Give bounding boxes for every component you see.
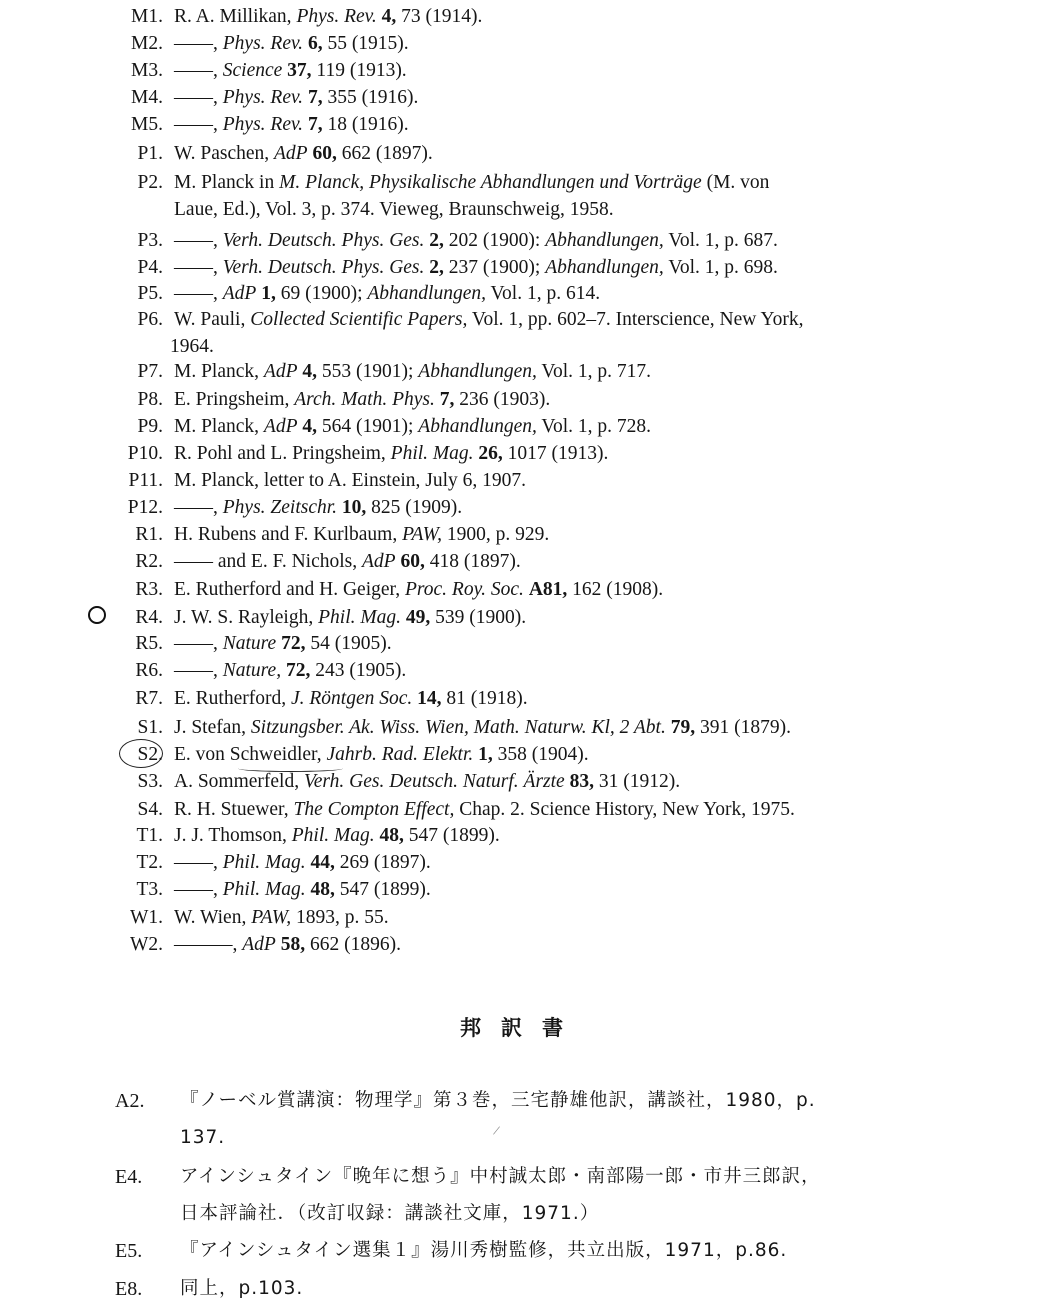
reference-label: P2. bbox=[137, 172, 163, 193]
reference-item bbox=[0, 280, 1038, 307]
reference-item bbox=[0, 576, 1038, 603]
reference-item bbox=[0, 849, 1038, 876]
reference-text: ——, Verh. Deutsch. Phys. Ges. 2, 202 (1900): Abhandlungen, Vol. 1, p. 687. bbox=[174, 230, 778, 251]
reference-item bbox=[0, 521, 1038, 548]
reference-label: M4. bbox=[131, 87, 163, 108]
reference-label: P10. bbox=[127, 443, 163, 464]
translation-label: E8. bbox=[115, 1278, 143, 1300]
reference-text: J. W. S. Rayleigh, Phil. Mag. 49, 539 (1900). bbox=[174, 607, 527, 628]
stray-mark: / bbox=[491, 1123, 501, 1140]
reference-label: M2. bbox=[131, 33, 163, 54]
reference-item bbox=[0, 822, 1038, 849]
reference-text: W. Pauli, Collected Scientific Papers, Vol. 1, pp. 602–7. Interscience, New York, bbox=[174, 309, 804, 330]
reference-text: J. Stefan, Sitzungsber. Ak. Wiss. Wien, Math. Naturw. Kl, 2 Abt. 79, 391 (1879). bbox=[174, 717, 791, 738]
translation-text: 同上，p.103. bbox=[180, 1278, 304, 1299]
reference-label: S4. bbox=[137, 799, 163, 820]
reference-label: P4. bbox=[137, 257, 163, 278]
s2-handwritten-circle bbox=[119, 739, 163, 768]
reference-label: R6. bbox=[135, 660, 163, 681]
reference-text: ——, Phys. Rev. 6, 55 (1915). bbox=[174, 33, 409, 54]
reference-label: R1. bbox=[135, 524, 163, 545]
reference-text: E. Rutherford, J. Röntgen Soc. 14, 81 (1918). bbox=[174, 688, 528, 709]
reference-label: W2. bbox=[129, 934, 163, 955]
reference-label: T3. bbox=[136, 879, 163, 900]
reference-label: T1. bbox=[136, 825, 163, 846]
reference-item bbox=[0, 358, 1038, 385]
translation-text-continuation: 137. bbox=[180, 1127, 226, 1148]
reference-item bbox=[0, 630, 1038, 657]
translation-item bbox=[0, 1270, 1038, 1308]
reference-item bbox=[0, 768, 1038, 795]
reference-label: P8. bbox=[137, 389, 163, 410]
reference-label: R3. bbox=[135, 579, 163, 600]
translation-label: E5. bbox=[115, 1240, 143, 1262]
reference-text-continuation: Laue, Ed.), Vol. 3, p. 374. Vieweg, Braunschweig, 1958. bbox=[174, 199, 614, 220]
reference-text: ——, Science 37, 119 (1913). bbox=[174, 60, 407, 81]
reference-label: R5. bbox=[135, 633, 163, 654]
reference-item bbox=[0, 494, 1038, 521]
reference-item bbox=[0, 904, 1038, 931]
reference-item bbox=[0, 413, 1038, 440]
reference-text: ——, Verh. Deutsch. Phys. Ges. 2, 237 (1900); Abhandlungen, Vol. 1, p. 698. bbox=[174, 257, 778, 278]
reference-text: A. Sommerfeld, Verh. Ges. Deutsch. Naturf. Ärzte 83, 31 (1912). bbox=[174, 771, 681, 792]
reference-text: E. von Schweidler, Jahrb. Rad. Elektr. 1, 358 (1904). bbox=[174, 744, 589, 765]
translation-item bbox=[0, 1082, 1038, 1158]
reference-item bbox=[0, 169, 1038, 223]
reference-text: E. Pringsheim, Arch. Math. Phys. 7, 236 (1903). bbox=[174, 389, 551, 410]
reference-text: M. Planck, AdP 4, 564 (1901); Abhandlungen, Vol. 1, p. 728. bbox=[174, 416, 652, 437]
reference-text: ——, Nature 72, 54 (1905). bbox=[174, 633, 392, 654]
margin-circle-mark bbox=[88, 606, 106, 624]
reference-label: P9. bbox=[137, 416, 163, 437]
reference-text-continuation: 1964. bbox=[170, 336, 214, 357]
reference-text: J. J. Thomson, Phil. Mag. 48, 547 (1899). bbox=[174, 825, 500, 846]
reference-label: P1. bbox=[137, 143, 163, 164]
reference-item bbox=[0, 548, 1038, 575]
reference-label: R7. bbox=[135, 688, 163, 709]
translation-label: A2. bbox=[115, 1090, 145, 1112]
translation-item bbox=[0, 1158, 1038, 1234]
reference-item bbox=[0, 227, 1038, 254]
translation-label: E4. bbox=[115, 1166, 143, 1188]
reference-item bbox=[0, 685, 1038, 712]
reference-text: M. Planck, letter to A. Einstein, July 6, 1907. bbox=[174, 470, 527, 491]
reference-text: R. A. Millikan, Phys. Rev. 4, 73 (1914). bbox=[174, 6, 483, 27]
reference-label: R2. bbox=[135, 551, 163, 572]
translation-text: アインシュタイン『晩年に想う』中村誠太郎・南部陽一郎・市井三郎訳， bbox=[180, 1166, 821, 1187]
reference-label: W1. bbox=[129, 907, 163, 928]
reference-text: M. Planck in M. Planck, Physikalische Abhandlungen und Vorträge (M. von bbox=[174, 172, 770, 193]
reference-label: M1. bbox=[131, 6, 163, 27]
reference-text: M. Planck, AdP 4, 553 (1901); Abhandlungen, Vol. 1, p. 717. bbox=[174, 361, 652, 382]
reference-label: R4. bbox=[135, 607, 163, 628]
reference-text: W. Wien, PAW, 1893, p. 55. bbox=[174, 907, 389, 928]
reference-item bbox=[0, 140, 1038, 167]
reference-text: ——, Phys. Rev. 7, 18 (1916). bbox=[174, 114, 409, 135]
reference-item bbox=[0, 30, 1038, 57]
reference-label: P7. bbox=[137, 361, 163, 382]
reference-label: T2. bbox=[136, 852, 163, 873]
reference-item bbox=[0, 876, 1038, 903]
reference-item bbox=[0, 657, 1038, 684]
reference-label: P3. bbox=[137, 230, 163, 251]
reference-item bbox=[0, 84, 1038, 111]
reference-label: P12. bbox=[127, 497, 163, 518]
reference-text: W. Paschen, AdP 60, 662 (1897). bbox=[174, 143, 433, 164]
reference-text: ——, Phil. Mag. 44, 269 (1897). bbox=[174, 852, 431, 873]
translation-text-continuation: 日本評論社．（改訂収録：講談社文庫，1971.） bbox=[180, 1203, 600, 1224]
reference-label: M5. bbox=[131, 114, 163, 135]
translation-text: 『アインシュタイン選集１』湯川秀樹監修，共立出版，1971，p.86. bbox=[180, 1240, 788, 1261]
translations-heading: 邦訳書 bbox=[460, 1016, 583, 1040]
reference-text: ——, Phys. Rev. 7, 355 (1916). bbox=[174, 87, 419, 108]
reference-item bbox=[0, 3, 1038, 30]
reference-text: R. Pohl and L. Pringsheim, Phil. Mag. 26, 1017 (1913). bbox=[174, 443, 609, 464]
reference-item bbox=[0, 714, 1038, 741]
reference-item bbox=[0, 386, 1038, 413]
reference-text: H. Rubens and F. Kurlbaum, PAW, 1900, p. 929. bbox=[174, 524, 550, 545]
reference-text: ——, Phil. Mag. 48, 547 (1899). bbox=[174, 879, 431, 900]
reference-text: R. H. Stuewer, The Compton Effect, Chap. 2. Science History, New York, 1975. bbox=[174, 799, 795, 820]
reference-text: —— and E. F. Nichols, AdP 60, 418 (1897). bbox=[174, 551, 521, 572]
reference-item bbox=[0, 306, 1038, 360]
schweidler-handwritten-underline bbox=[238, 765, 343, 772]
reference-item bbox=[0, 111, 1038, 138]
reference-item bbox=[0, 440, 1038, 467]
reference-label: S2. bbox=[137, 744, 163, 765]
reference-label: S1. bbox=[137, 717, 163, 738]
reference-item bbox=[0, 57, 1038, 84]
reference-text: ——, AdP 1, 69 (1900); Abhandlungen, Vol. 1, p. 614. bbox=[174, 283, 601, 304]
translation-item bbox=[0, 1232, 1038, 1270]
reference-text: E. Rutherford and H. Geiger, Proc. Roy. Soc. A81, 162 (1908). bbox=[174, 579, 664, 600]
reference-label: P6. bbox=[137, 309, 163, 330]
reference-label: M3. bbox=[131, 60, 163, 81]
reference-label: S3. bbox=[137, 771, 163, 792]
reference-text: ———, AdP 58, 662 (1896). bbox=[174, 934, 401, 955]
reference-item bbox=[0, 467, 1038, 494]
reference-item bbox=[0, 931, 1038, 958]
reference-item bbox=[0, 604, 1038, 631]
reference-label: P11. bbox=[128, 470, 163, 491]
reference-text: ——, Phys. Zeitschr. 10, 825 (1909). bbox=[174, 497, 463, 518]
translation-text: 『ノーベル賞講演：物理学』第３巻，三宅静雄他訳，講談社，1980，p. bbox=[180, 1090, 816, 1111]
reference-label: P5. bbox=[137, 283, 163, 304]
reference-item bbox=[0, 796, 1038, 823]
reference-text: ——, Nature, 72, 243 (1905). bbox=[174, 660, 407, 681]
reference-item bbox=[0, 254, 1038, 281]
